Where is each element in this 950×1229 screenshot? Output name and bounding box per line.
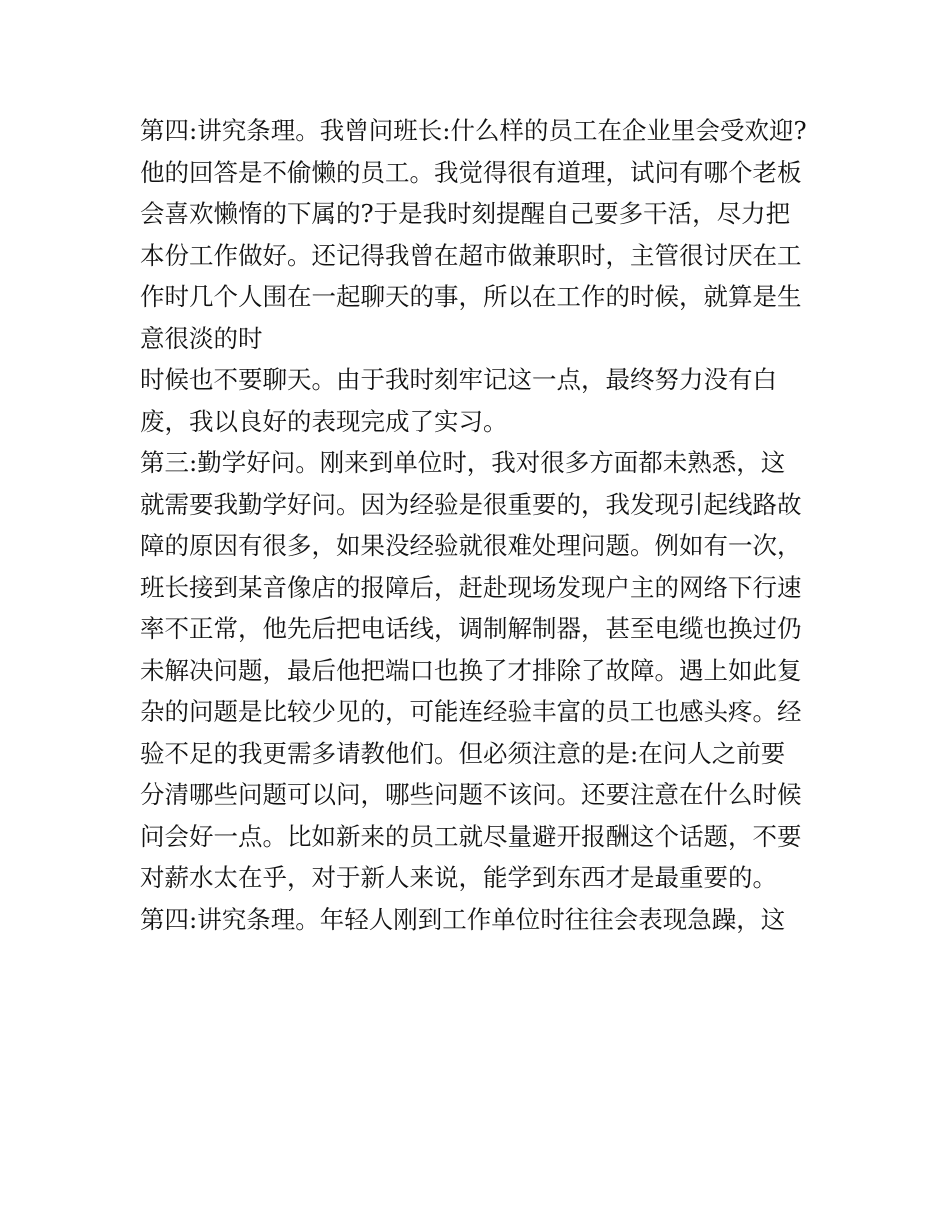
text-line: 第四:讲究条理。我曾问班长:什么样的员工在企业里会受欢迎? bbox=[140, 116, 807, 145]
text-line: 就需要我勤学好问。因为经验是很重要的，我发现引起线路故 bbox=[140, 489, 802, 519]
text-line: 他的回答是不偷懒的员工。我觉得很有道理，试问有哪个老板 bbox=[140, 157, 802, 187]
text-line: 杂的问题是比较少见的，可能连经验丰富的员工也感头疼。经 bbox=[140, 697, 802, 726]
body-text bbox=[140, 110, 830, 940]
text-line: 率不正常，他先后把电话线，调制解制器，甚至电缆也换过仍 bbox=[140, 614, 802, 643]
text-line: 未解决问题，最后他把端口也换了才排除了故障。遇上如此复 bbox=[140, 655, 802, 685]
text-line: 废，我以良好的表现完成了实习。 bbox=[140, 406, 508, 436]
text-line: 作时几个人围在一起聊天的事，所以在工作的时候，就算是生 bbox=[140, 282, 802, 311]
text-line: 对薪水太在乎，对于新人来说，能学到东西才是最重要的。 bbox=[140, 863, 777, 892]
text-line: 意很淡的时 bbox=[140, 323, 263, 353]
text-line: 会喜欢懒惰的下属的?于是我时刻提醒自己要多干活，尽力把 bbox=[140, 199, 791, 228]
text-line: 验不足的我更需多请教他们。但必须注意的是:在问人之前要 bbox=[140, 738, 786, 768]
text-line: 问会好一点。比如新来的员工就尽量避开报酬这个话题，不要 bbox=[140, 821, 802, 851]
text-line: 第四:讲究条理。年轻人刚到工作单位时往往会表现急躁，这 bbox=[140, 904, 786, 934]
text-line: 时候也不要聊天。由于我时刻牢记这一点，最终努力没有白 bbox=[140, 365, 777, 394]
text-line: 本份工作做好。还记得我曾在超市做兼职时，主管很讨厌在工 bbox=[140, 240, 802, 270]
text-line: 第三:勤学好问。刚来到单位时，我对很多方面都未熟悉，这 bbox=[140, 448, 786, 477]
text-line: 分清哪些问题可以问，哪些问题不该问。还要注意在什么时候 bbox=[140, 780, 802, 809]
text-line: 障的原因有很多，如果没经验就很难处理问题。例如有一次， bbox=[140, 531, 802, 560]
text-line: 班长接到某音像店的报障后，赶赴现场发现户主的网络下行速 bbox=[140, 572, 802, 602]
